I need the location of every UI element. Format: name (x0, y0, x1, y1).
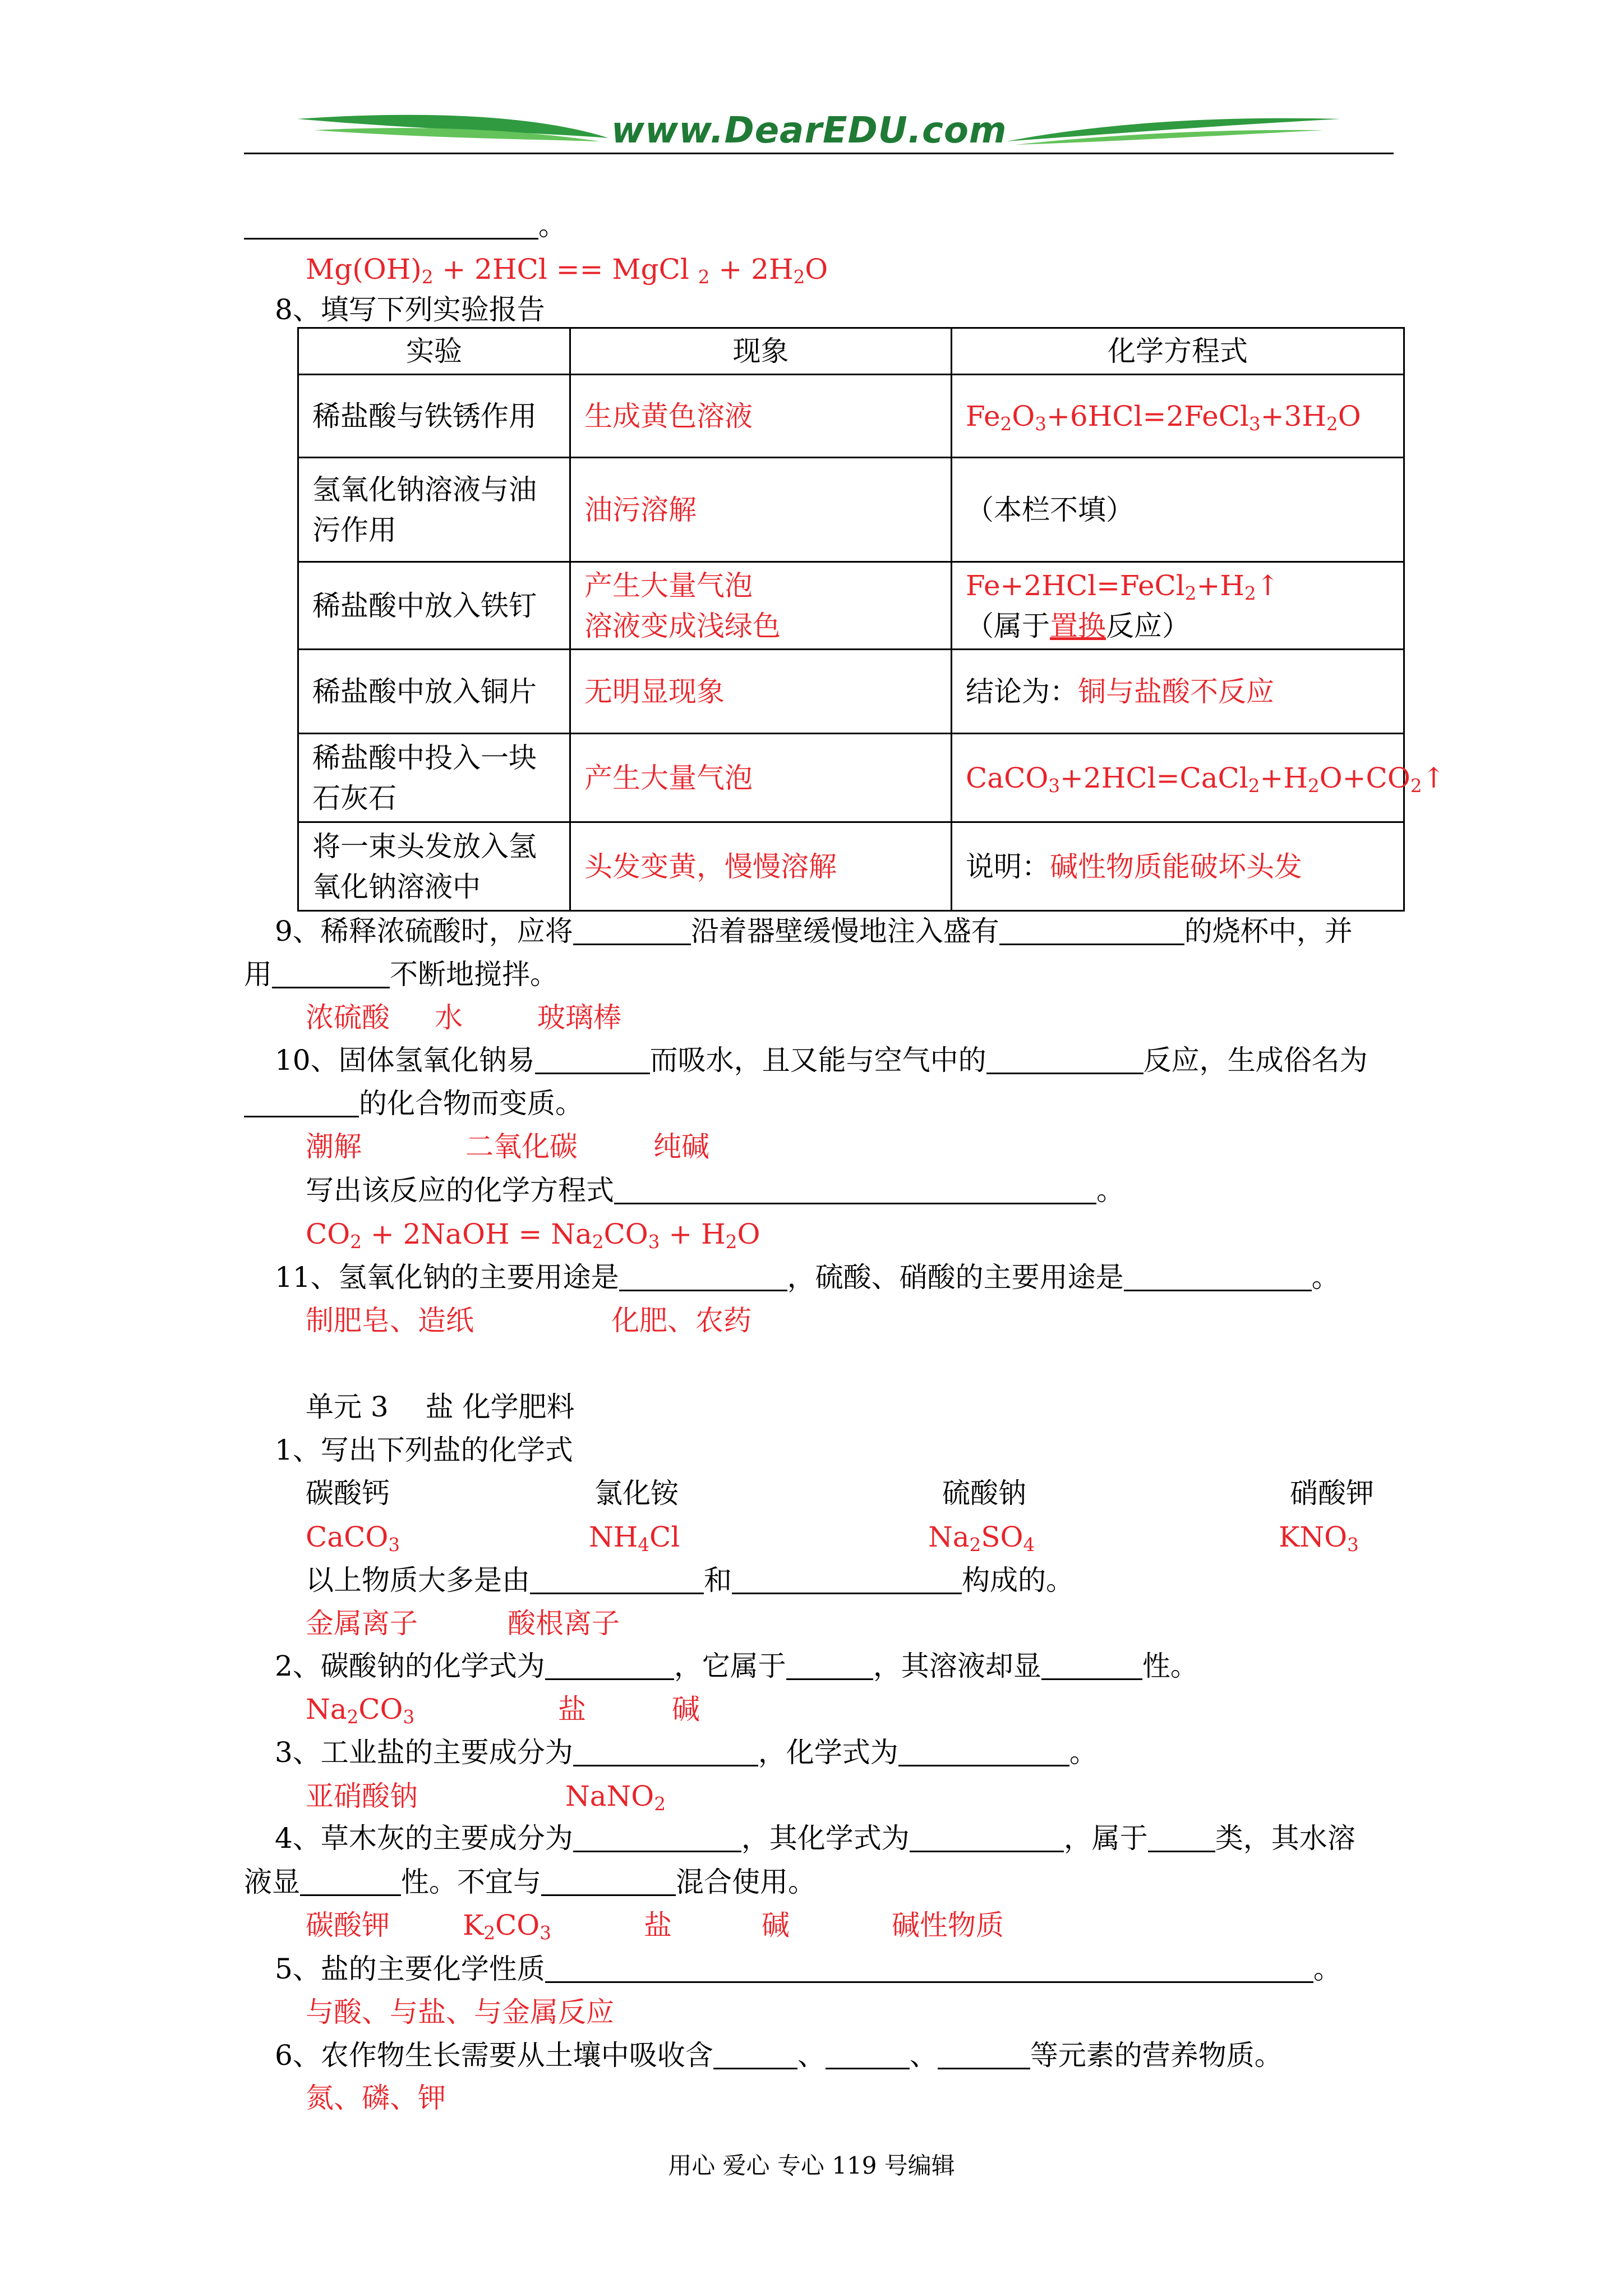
table-header-row (298, 328, 1404, 375)
question-10: 10、固体氢氧化钠易 而吸水，且又能与空气中的 反应，生成俗名为 (275, 1044, 1368, 1076)
table-row (298, 650, 1404, 734)
page-footer: 用心 爱心 专心 119 号编辑 (668, 2152, 955, 2179)
text: 。 (538, 209, 566, 242)
cell-phenomenon: 头发变黄，慢慢溶解 (570, 822, 952, 911)
unit-3-title: 单元 3 盐 化学肥料 (306, 1391, 575, 1423)
answer-mgoh-equation: $Mg(OH)_2 + 2HCl$ == MgCl $_2 + 2H_2O$ (306, 253, 828, 288)
cell-experiment: 稀盐酸中投入一块 石灰石 (298, 734, 570, 822)
question-10-cont: 的化合物而变质。 (244, 1085, 583, 1121)
cell-experiment: 氢氧化钠溶液与油 污作用 (298, 458, 570, 562)
unit-3-question-1: 1、写出下列盐的化学式 (275, 1434, 573, 1466)
answer-blank (244, 210, 538, 240)
cell-experiment: 稀盐酸中放入铜片 (298, 650, 570, 734)
unit-3-question-1b: 以上物质大多是由 和 构成的。 (306, 1564, 1074, 1596)
header-experiment: 实验 (298, 328, 570, 375)
answer-u5: 与酸、与盐、与金属反应 (306, 1996, 614, 2028)
cell-equation: $Fe_2O_3+6HCl=2FeCl_3+3H_2O$ (952, 375, 1404, 458)
site-logo-text: www.DearEDU.com (611, 110, 1007, 151)
question-8: 8、填写下列实验报告 (275, 293, 545, 326)
prev-line (244, 208, 566, 243)
table-row (298, 822, 1404, 911)
table-row (298, 458, 1404, 562)
cell-experiment: 稀盐酸与铁锈作用 (298, 375, 570, 458)
cell-phenomenon: 产生大量气泡 (570, 734, 952, 822)
cell-equation: $Fe+2HCl=FeCl_2+H_2↑$ （属于置换反应） (952, 562, 1404, 650)
cell-equation: $CaCO_3+2HCl=CaCl_2+H_2O+CO_2↑$ (952, 734, 1404, 822)
experiment-report-table (297, 327, 1446, 912)
unit-3-question-2: 2、碳酸钠的化学式为 ，它属于 ，其溶液却显 性。 (275, 1650, 1198, 1682)
cell-equation: 说明：碱性物质能破坏头发 (952, 822, 1404, 911)
cell-phenomenon: 油污溶解 (570, 458, 952, 562)
cell-phenomenon: 无明显现象 (570, 650, 952, 734)
cell-equation: （本栏不填） (952, 458, 1404, 562)
cell-equation: 结论为：铜与盐酸不反应 (952, 650, 1404, 734)
unit-3-question-3: 3、工业盐的主要成分为 ，化学式为 。 (275, 1736, 1098, 1769)
table-row (298, 734, 1404, 822)
unit-3-question-6: 6、农作物生长需要从土壤中吸收含 、 、 等元素的营养物质。 (275, 2039, 1283, 2072)
page-header (0, 0, 1623, 163)
cell-experiment: 稀盐酸中放入铁钉 (298, 562, 570, 650)
header-rule (244, 153, 1394, 154)
cell-phenomenon: 生成黄色溶液 (570, 375, 952, 458)
answer-u6: 氮、磷、钾 (306, 2082, 446, 2114)
question-9: 9、稀释浓硫酸时，应将 沿着器壁缓慢地注入盛有 的烧杯中，并 (275, 915, 1353, 947)
cell-experiment: 将一束头发放入氢 氧化钠溶液中 (298, 822, 570, 911)
header-phenomenon: 现象 (570, 328, 952, 375)
unit-3-question-5: 5、盐的主要化学性质 。 (275, 1953, 1341, 1985)
header-equation: 化学方程式 (952, 328, 1404, 375)
table-row (298, 562, 1404, 650)
unit-3-question-4-cont: 液显 性。不宜与 混合使用。 (244, 1866, 816, 1898)
answer-10b-equation: $CO_2$ + 2NaOH = $Na_2CO_3 + H_2O$ (306, 1218, 760, 1253)
unit-3-question-4: 4、草木灰的主要成分为 ，其化学式为 ，属于 类，其水溶 (275, 1822, 1355, 1855)
cell-phenomenon: 产生大量气泡 溶液变成浅绿色 (570, 562, 952, 650)
question-10b: 写出该反应的化学方程式 。 (306, 1174, 1124, 1207)
question-11: 11、氢氧化钠的主要用途是 ，硫酸、硝酸的主要用途是 。 (275, 1261, 1340, 1294)
question-9-cont: 用 不断地搅拌。 (244, 958, 558, 991)
table-row (298, 375, 1404, 458)
